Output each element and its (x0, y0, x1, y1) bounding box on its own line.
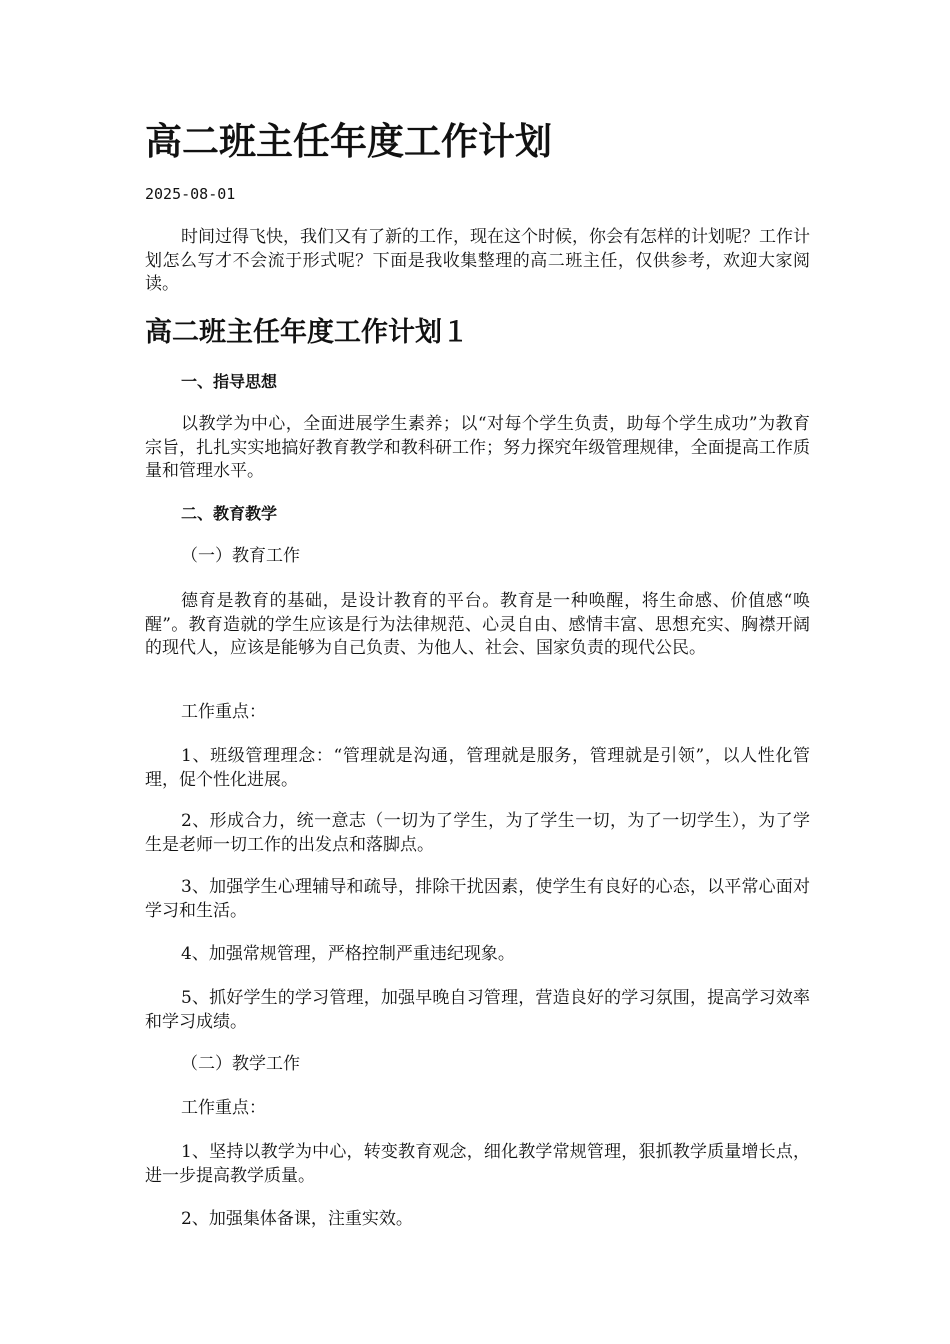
guiding-paragraph: 以教学为中心，全面进展学生素养；以“对每个学生负责，助每个学生成功”为教育宗旨，扎扎实实地搞好教育教学和教科研工作；努力探究年级管理规律，全面提高工作质量和管理水平。 (145, 414, 810, 481)
list-item: 5、抓好学生的学习管理，加强早晚自习管理，营造良好的学习氛围，提高学习效率和学习成绩。 (145, 988, 810, 1032)
heading-education-teaching: 二、教育教学 (181, 504, 278, 523)
section-title: 高二班主任年度工作计划１ (145, 317, 469, 348)
list-item: 2、形成合力，统一意志（一切为了学生，为了学生一切，为了一切学生），为了学生是老师一切工作的出发点和落脚点。 (145, 811, 810, 855)
list-item: 4、加强常规管理，严格控制严重违纪现象。 (181, 944, 515, 964)
work-focus-label: 工作重点： (181, 702, 266, 722)
work-focus-label-2: 工作重点： (181, 1098, 266, 1118)
list-item: 1、班级管理理念：“管理就是沟通，管理就是服务，管理就是引领”，以人性化管理，促个性化进展。 (145, 746, 810, 790)
list-item: 1、坚持以教学为中心，转变教育观念，细化教学常规管理，狠抓教学质量增长点，进一步提高教学质量。 (145, 1142, 810, 1186)
document-title: 高二班主任年度工作计划 (145, 119, 552, 163)
list-item: 2、加强集体备课，注重实效。 (181, 1209, 413, 1229)
subheading-education-work: （一）教育工作 (181, 546, 300, 566)
moral-education-paragraph: 德育是教育的基础，是设计教育的平台。教育是一种唤醒，将生命感、价值感“唤醒”。教育造就的学生应该是行为法律规范、心灵自由、感情丰富、思想充实、胸襟开阔的现代人，应该是能够为自己负责、为他人、社会、国家负责的现代公民。 (145, 591, 810, 658)
list-item: 3、加强学生心理辅导和疏导，排除干扰因素，使学生有良好的心态，以平常心面对学习和生活。 (145, 877, 810, 921)
intro-paragraph: 时间过得飞快，我们又有了新的工作，现在这个时候，你会有怎样的计划呢？工作计划怎么写才不会流于形式呢？下面是我收集整理的高二班主任，仅供参考，欢迎大家阅读。 (145, 227, 810, 294)
subheading-teaching-work: （二）教学工作 (181, 1054, 300, 1074)
publish-date: 2025-08-01 (145, 185, 236, 203)
heading-guiding-ideology: 一、指导思想 (181, 372, 278, 391)
